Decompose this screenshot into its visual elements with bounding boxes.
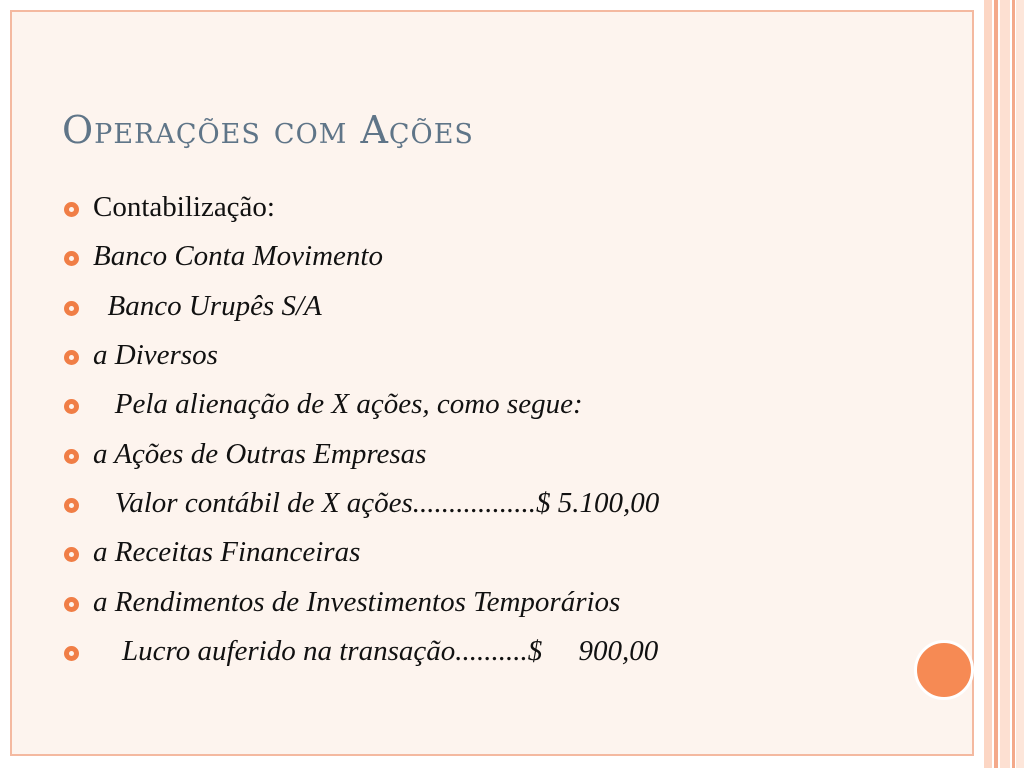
- bullet-list: [64, 183, 659, 676]
- decorative-stripe: [1016, 0, 1024, 768]
- bullet-text: a Receitas Financeiras: [93, 536, 361, 569]
- bullet-text: a Ações de Outras Empresas: [93, 437, 427, 470]
- bullet-item: [64, 528, 659, 577]
- bullet-item: [64, 429, 659, 478]
- bullet-ring-icon: [64, 498, 79, 513]
- bullet-ring-icon: [64, 449, 79, 464]
- bullet-text: Banco Urupês S/A: [93, 289, 322, 322]
- bullet-text: Contabilização:: [93, 191, 275, 224]
- bullet-text: Banco Conta Movimento: [93, 240, 383, 273]
- bullet-ring-icon: [64, 646, 79, 661]
- bullet-ring-icon: [64, 597, 79, 612]
- bullet-text: a Diversos: [93, 339, 218, 372]
- bullet-item: [64, 232, 659, 281]
- bullet-item: [64, 577, 659, 626]
- bullet-text: Pela alienação de X ações, como segue:: [93, 388, 583, 421]
- bullet-item: [64, 627, 659, 676]
- slide-title: Operações com Ações: [62, 108, 474, 152]
- decorative-stripe: [1000, 0, 1010, 768]
- bullet-ring-icon: [64, 202, 79, 217]
- bullet-text: Lucro auferido na transação..........$ 900,00: [93, 634, 659, 667]
- bullet-ring-icon: [64, 350, 79, 365]
- bullet-text: a Rendimentos de Investimentos Temporários: [93, 585, 621, 618]
- decorative-stripe: [1012, 0, 1015, 768]
- bullet-ring-icon: [64, 547, 79, 562]
- decorative-stripe: [994, 0, 998, 768]
- decorative-stripe: [984, 0, 992, 768]
- bullet-item: [64, 183, 659, 232]
- bullet-ring-icon: [64, 251, 79, 266]
- bullet-item: [64, 380, 659, 429]
- decorative-circle-icon: [914, 640, 974, 700]
- bullet-text: Valor contábil de X ações.................$ 5.100,00: [93, 486, 660, 519]
- bullet-ring-icon: [64, 301, 79, 316]
- bullet-ring-icon: [64, 399, 79, 414]
- bullet-item: [64, 331, 659, 380]
- bullet-item: [64, 282, 659, 331]
- bullet-item: [64, 479, 659, 528]
